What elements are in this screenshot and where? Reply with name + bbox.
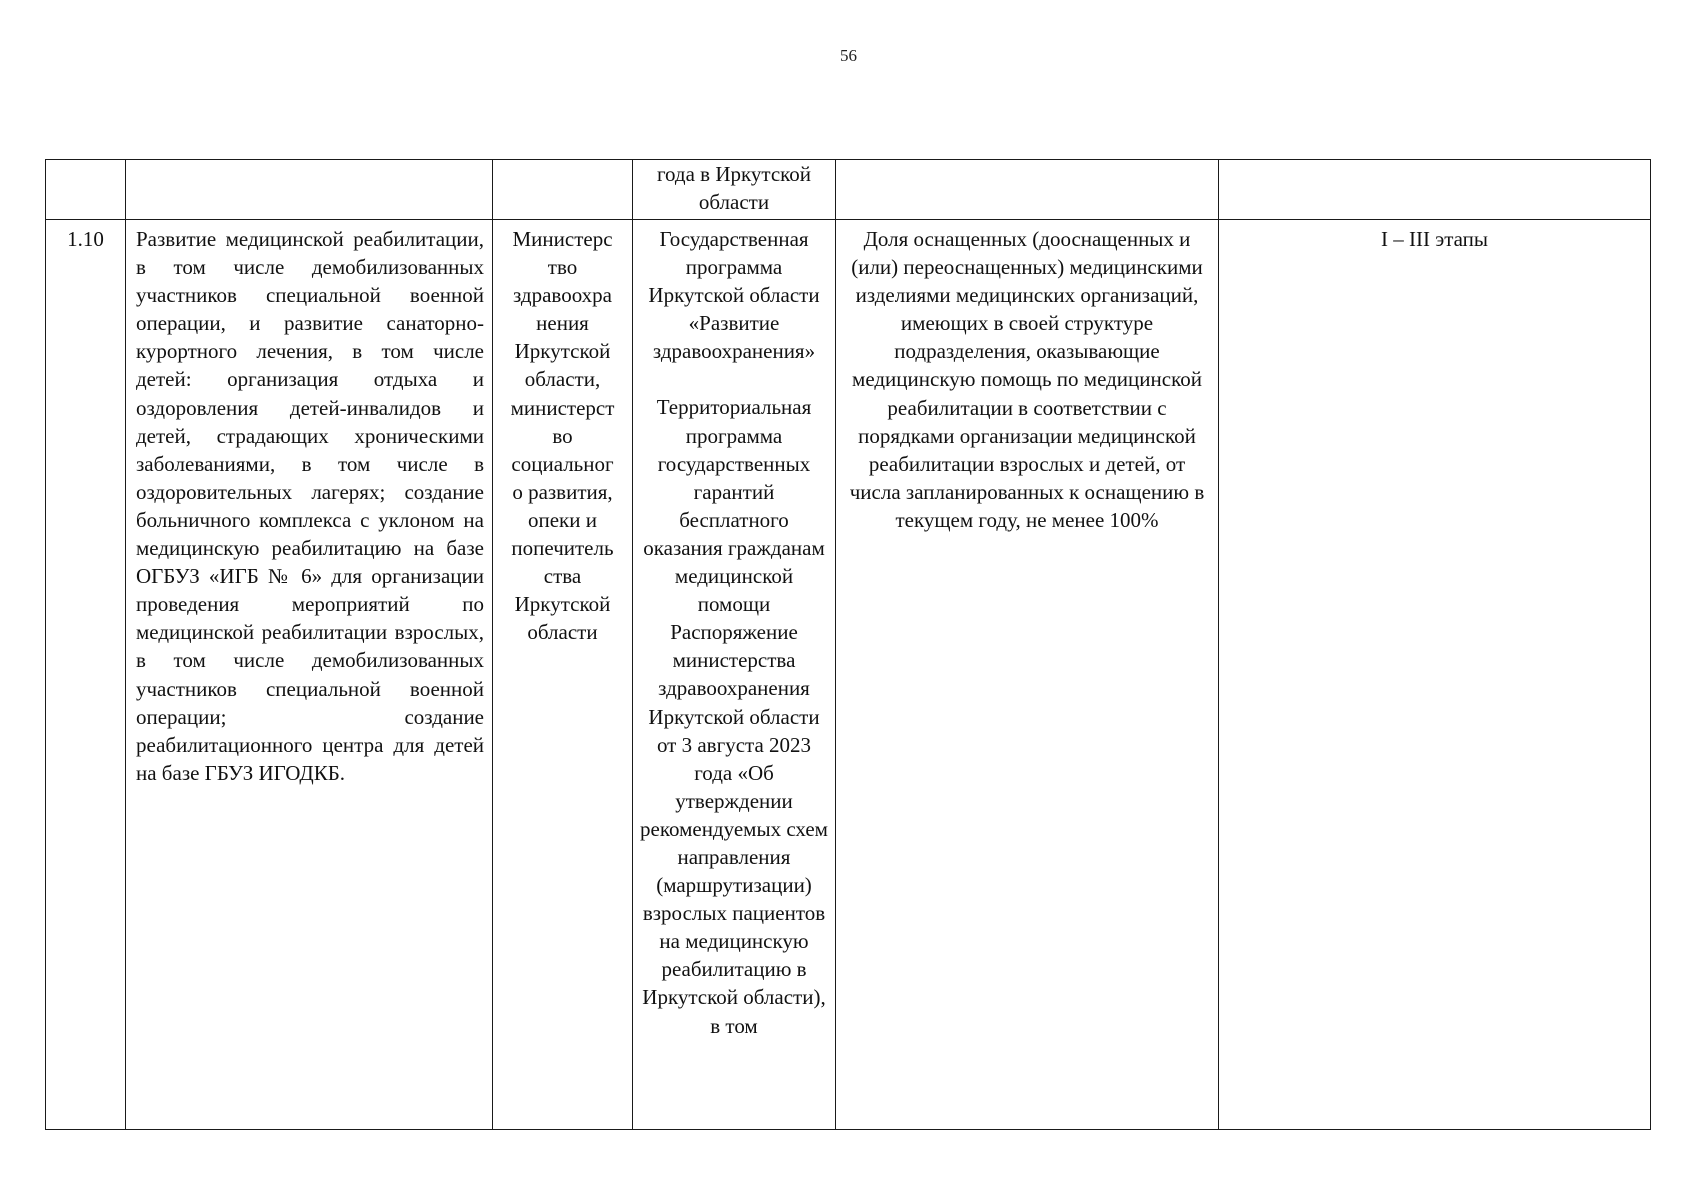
cell-event: Развитие медицинской реабилитации, в том числе демобилизованных участников специальной военной операции, и развитие санаторно-курортного лечения, в том числе детей: организация отдыха и оздоровления детей-инвалидов и детей, страдающих хроническими заболеваниями, в том числе в оздоровительных лагерях; создание больничного комплекса с уклоном на медицинскую реабилитацию на базе ОГБУЗ «ИГБ № 6» для организации проведения мероприятий по медицинской реабилитации взрослых, в том числе демобилизованных участников специальной военной операции; создание реабилитационного центра для детей на базе ГБУЗ ИГОДКБ. (126, 220, 493, 1130)
executor-line: социальног (511, 451, 614, 476)
cell-documents-cont: года в Иркутской области (633, 160, 836, 220)
executor-line: здравоохра (513, 283, 612, 308)
cell-number: 1.10 (46, 220, 126, 1130)
table-row (46, 220, 1651, 1130)
executor-line: Иркутской (514, 592, 611, 617)
cell-indicator: Доля оснащенных (дооснащенных и (или) переоснащенных) медицинскими изделиями медицинских организаций, имеющих в своей структуре подразделения, оказывающие медицинскую помощь по медицинской реабилитации в соответствии с порядками организации медицинской реабилитации взрослых и детей, от числа запланированных к оснащению в текущем году, не менее 100% (836, 220, 1219, 1130)
measures-table (45, 159, 1651, 1130)
executor-line: Иркутской (514, 339, 611, 364)
executor-line: области, (524, 367, 601, 392)
cell-indicator-cont (836, 160, 1219, 220)
cell-stage: I – III этапы (1219, 220, 1651, 1130)
cell-stage-cont (1219, 160, 1651, 220)
executor-line: министерст (510, 395, 615, 420)
executor-line: нения (536, 311, 589, 336)
table-row-continuation (46, 160, 1651, 220)
cell-executor-cont (493, 160, 633, 220)
cell-event-cont (126, 160, 493, 220)
executor-line: Министерс (512, 227, 613, 251)
executor-line: о развития, (512, 479, 613, 504)
documents-state-program: Государственная программа Иркутской области «Развитие здравоохранения» (648, 227, 820, 364)
executor-line: области (527, 620, 598, 645)
cell-executor (493, 220, 633, 1130)
executor-line: попечитель (511, 536, 614, 561)
executor-line: ства (543, 564, 582, 589)
cell-number-cont (46, 160, 126, 220)
cell-documents (633, 220, 836, 1130)
executor-line: опеки и (528, 507, 597, 532)
executor-line: во (552, 423, 573, 448)
documents-territorial-program: Территориальная программа государственных гарантий бесплатного оказания гражданам медицинской помощи Распоряжение министерства здравоохранения Иркутской области от 3 августа 2023 года «Об утверждении рекомендуемых схем направления (маршрутизации) взрослых пациентов на медицинскую реабилитацию в Иркутской области), в том (640, 395, 828, 1038)
page-number: 56 (840, 46, 857, 65)
executor-line: тво (547, 255, 578, 280)
